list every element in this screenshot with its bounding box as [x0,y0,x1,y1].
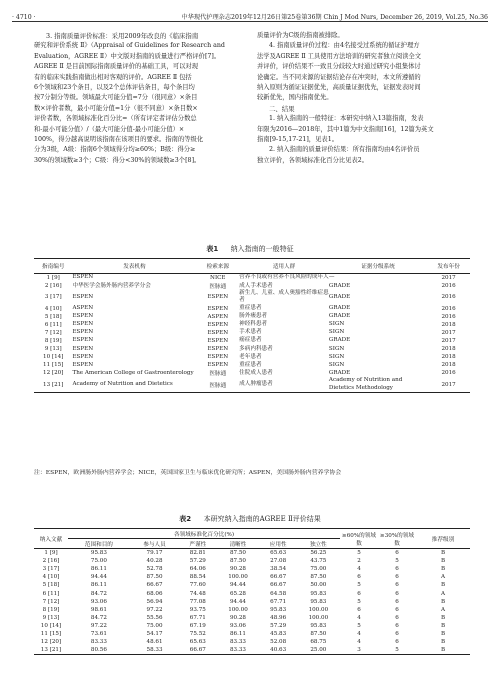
table2-cell: 5 [357,622,361,629]
table2-cell: 84.72 [90,590,107,597]
text-line: 较新优先，国内指南优先。 [257,94,333,102]
table2-cell: 5 [357,598,361,605]
table2-column-header: 参与人员 [130,539,179,549]
table1-cell: 2016 [441,305,456,312]
table1-cell: 2018 [441,354,456,361]
table2-cell: 74.48 [189,590,206,597]
text-line: 年限为2016—2018年，其中1篇为中文指南[16]，12篇为英文 [257,125,434,133]
table2-row [34,589,470,597]
table2-cell: 50.00 [310,582,327,589]
table2-cell: 4 [10] [42,574,60,581]
table2-row [34,598,470,606]
table1-cell: 医脉通 [209,382,227,389]
table2-cell: 6 [395,598,399,605]
text-line: 按7分制分等级。领域最大可能分值=7分（很同意）×条目 [34,94,198,102]
table2-cell: 75.52 [189,630,206,637]
table2-row [34,581,470,589]
table1-row [34,321,470,329]
table1-row [34,337,470,345]
table1-cell: 成人手术患者 [239,282,273,289]
table2-cell: 94.44 [229,598,246,605]
text-line: 法学及AGREE Ⅱ 工具使用方法培训的研究者独立阅读全文 [257,52,422,60]
table1-cell: ASPEN [72,305,94,312]
table1-cell: 11 [15] [43,362,64,369]
table1-cell: SIGN [328,345,345,352]
table2-column-header: 推荐级别 [416,529,470,549]
table1-cell: ESPEN [72,345,94,352]
table1-cell: GRADE [328,337,351,344]
table1-cell: NICE [210,275,226,282]
table1-cell: 7 [12] [44,329,62,336]
table2-cell: 87.50 [229,550,246,557]
table2-cell: 90.28 [229,566,246,573]
table2-cell: 100.00 [308,614,329,621]
table2-cell: 3 [17] [42,566,60,573]
text-line: Evaluation，AGREE Ⅱ）中文版对指南的质量进行严格评价[7]。 [34,52,221,60]
table1-column-header: 适用人群 [239,259,329,274]
table2-cell: B [440,550,446,557]
table2-cell: 5 [18] [42,582,60,589]
table2-cell: 87.50 [229,558,246,565]
table2-column-header: 严谨性 [179,539,216,549]
table1-cell: ESPEN [72,353,94,360]
table2-cell: 94.44 [229,582,246,589]
table2-cell: A [440,606,446,613]
table1-cell: ASPEN [207,313,229,320]
table1-cell: 2017 [441,329,456,336]
table2-cell: 95.83 [310,590,327,597]
table1-cell: Academy of Nutrition and Dietetics [72,381,173,388]
table1-cell: ESPEN [72,293,94,300]
table1-cell: 营养不良或有营养不良风险的成年人 [239,274,329,281]
table2-cell: 9 [13] [42,614,60,621]
table2-cell: 52.08 [270,639,287,646]
table1-row [34,369,470,377]
table2-cell: 87.50 [310,574,327,581]
text-line: 有的临床实践指南做出相对客观的评价。AGREE Ⅱ 包括 [34,73,192,81]
table2-cell: 67.71 [270,598,287,605]
table1-cell: 2 [16] [44,283,62,290]
table2-cell: 67.19 [189,622,206,629]
table2-caption [0,514,500,524]
text-line: 分为3级，A级：指南6个领域得分均≥60%；B级：得分≥ [34,146,196,154]
table2-cell: 64.58 [270,590,287,597]
table2-cell: 80.56 [90,647,107,654]
table2-cell: 6 [395,582,399,589]
table2-cell: 8 [19] [42,606,60,613]
table1-cell: 神经科患者 [239,321,268,328]
text-line: 4. 指南质量评价过程：由4名接受过系统的循证护理方 [269,42,420,50]
table2-cell: 40.28 [146,558,163,565]
table2-cell: B [440,639,446,646]
table1-cell: 中华医学会肠外肠内营养学分会 [72,282,151,289]
table2-cell: 68.06 [146,590,163,597]
table2-cell: 97.22 [146,606,163,613]
text-line: 评价者数，各领域标准化百分比=（所有评定者评估分数总 [34,115,197,123]
table2-cell: B [440,566,446,573]
table2-cell: 94.44 [90,574,107,581]
text-line: 论确定。当不同来源的证据结论存在冲突时，本文所遵循的 [257,73,421,81]
table1-cell: 3 [17] [44,294,62,301]
table2-cell: 83.33 [229,639,246,646]
journal-citation: 中华现代护理杂志2019年12月26日第25卷第36期 Chin J Mod Nurs, December 26, 2019, Vol.25, No.36 [181,14,488,21]
table1-cell: 多病内科患者 [239,345,273,352]
table1-cell: 癌症患者 [239,337,262,344]
table1-cell: ESPEN [207,354,229,361]
table1-row [34,313,470,321]
table2-row [34,622,470,630]
table1-cell: 医脉通 [209,371,227,378]
text-line: 2. 纳入指南的质量评价结果：所有指南均由4名评价员 [269,146,420,154]
table2-cell: 48.61 [146,639,163,646]
table1-cell: 2018 [441,346,456,353]
table2-row [34,565,470,573]
table1-row [34,353,470,361]
table2-cell: 93.06 [90,598,107,605]
table2-row [34,630,470,638]
text-line: 独立评价，各领域标准化百分比见表2。 [257,156,369,164]
table2-cell: 3 [357,647,361,654]
table2-cell: 86.11 [229,630,246,637]
table2-cell: 6 [395,574,399,581]
table1-cell: 8 [19] [44,338,62,345]
table1-cell: ESPEN [207,362,229,369]
table1-cell: 肠外瘘患者 [239,313,268,320]
table1-column-header: 证据分级系统 [329,259,427,274]
table2-cell: 73.61 [90,630,107,637]
table2-cell: 75.00 [146,622,163,629]
table1-row [34,345,470,353]
table1-cell: SIGN [328,321,345,328]
table1-cell: ESPEN [72,313,94,320]
table2-cell: 66.67 [189,647,206,654]
table2-row [34,646,470,655]
table1-footnote: 注：ESPEN，欧洲肠外肠内营养学会；NICE，英国国家卫生与临床优化研究所；ASPEN，美国肠外肠内营养学协会 [34,470,342,476]
table2-cell: 82.81 [189,550,206,557]
table2-cell: 97.22 [90,622,107,629]
table2-row [34,606,470,614]
table2-cell: 65.63 [270,550,287,557]
table1-cell: ESPEN [72,337,94,344]
table1-cell: 12 [20] [43,370,64,377]
text-line: 纳入原则为循证证据优先，高质量证据优先，证据发表时间 [257,84,421,92]
table1-cell: SIGN [328,329,345,336]
table2-cell: 38.54 [270,566,287,573]
text-line: 质量评价为C级的指南被排除。 [257,32,344,39]
table1-cell: GRADE [328,305,351,312]
table2-agree-results [34,528,470,655]
table1-cell: ESPEN [72,274,94,281]
table2-cell: 95.83 [270,606,287,613]
table1-cell: The American College of Gastroenterology [72,369,194,376]
table2-cell: 90.28 [229,614,246,621]
table2-column-header: 应用性 [260,539,297,549]
table2-cell: B [440,614,446,621]
table2-cell: 55.56 [146,614,163,621]
table2-column-header: ≥60%的领域数 [340,529,378,549]
table2-cell: 6 [357,606,361,613]
table2-column-header: 纳入文献 [34,529,68,549]
table1-cell: 2017 [441,338,456,345]
right-text-column [257,31,470,166]
table2-cell: 83.33 [90,639,107,646]
table2-cell: 10 [14] [40,622,62,629]
table2-cell: 87.50 [146,574,163,581]
table2-row [34,573,470,581]
table2-row [34,638,470,646]
table2-cell: 25.00 [310,647,327,654]
table2-cell: 4 [357,614,361,621]
table1-cell: 13 [21] [43,381,64,388]
table2-cell: 83.33 [229,647,246,654]
table2-cell: 7 [12] [42,598,60,605]
table1-row [34,290,470,304]
table2-cell: 6 [395,622,399,629]
table2-cell: 4 [357,639,361,646]
table1-row [34,274,470,283]
table1-cell: ESPEN [72,361,94,368]
text-line: 指南[9-15,17-21]，见表1。 [257,136,339,144]
table2-cell: 5 [395,647,399,654]
table2-cell: 6 [395,566,399,573]
table2-cell: A [440,574,446,581]
text-line: 100%，得分越高说明该指南在该项目的要求。指南的等级化 [34,136,204,144]
header-rule [12,21,488,22]
table2-cell: 88.54 [189,574,206,581]
table2-cell: 6 [395,614,399,621]
section-heading: 3. 指南质量评价标准：采用2009年改良的《临床指南 [46,32,199,40]
table2-cell: 58.33 [146,647,163,654]
left-text-column [34,31,247,166]
text-line: 6个领域和23个条目，以及2个总体评估条目，每个条目均 [34,84,195,92]
table2-cell: 84.72 [90,614,107,621]
table1-cell: ESPEN [72,321,94,328]
table2-cell: 66.67 [270,582,287,589]
table1-row [34,361,470,369]
table2-cell: 6 [357,590,361,597]
table1-cell: 2016 [441,283,456,290]
table1-cell: Academy of Nutrition and Dietetics Methodology [328,377,403,391]
table1-column-header: 发表机构 [72,259,196,274]
table2-cell: 100.00 [228,606,248,613]
text-line: 数×评价者数，最小可能分值=1分（很不同意）×条目数× [34,104,198,112]
table2-cell: 65.63 [189,639,206,646]
table2-cell: 66.67 [270,574,287,581]
table2-cell: 4 [357,566,361,573]
table1-cell: SIGN [328,353,345,360]
table2-cell: 64.06 [189,566,206,573]
table1-cell: ESPEN [207,305,229,312]
table1-cell: 新生儿、儿童、成人奥豁性纤维症患者 [239,290,329,304]
table2-cell: 57.29 [270,622,287,629]
table2-cell: 75.00 [310,566,327,573]
table2-cell: A [440,590,446,597]
table2-cell: B [440,647,446,654]
table2-cell: 12 [20] [40,639,62,646]
table2-cell: 95.83 [90,550,107,557]
table1-cell: SIGN [328,361,345,368]
table2-cell: B [440,598,446,605]
table1-cell: ESPEN [207,294,229,301]
table1-cell: 5 [18] [44,313,62,320]
table2-cell: 2 [357,558,361,565]
running-head [12,9,488,21]
table1-label: 表1 [206,245,219,253]
table2-cell: 2 [16] [42,558,60,565]
table2-cell: 77.08 [189,598,206,605]
table1-cell: — [328,274,335,281]
table2-cell: 6 [395,639,399,646]
table1-row [34,282,470,290]
table2-cell: 79.17 [146,550,163,557]
table2-cell: 1 [9] [44,550,58,557]
table1-cell: ESPEN [207,321,229,328]
table1-cell: 重症患者 [239,361,262,368]
table1-column-header: 发布年份 [427,259,470,274]
table1-cell: 医脉通 [209,284,227,291]
table1-cell: GRADE [328,293,351,300]
table1-cell: 6 [11] [44,321,62,328]
table2-cell: 95.83 [310,622,327,629]
table1-cell: 2016 [441,370,456,377]
table1-cell: ESPEN [207,338,229,345]
table1-cell: ESPEN [72,329,94,336]
table2-cell: 98.61 [90,606,107,613]
table2-cell: 87.50 [310,630,327,637]
table2-row [34,549,470,558]
table1-cell: 住院成人患者 [239,369,273,376]
table2-cell: 11 [15] [40,630,62,637]
text-line: 研究和评价系统 Ⅱ》（Appraisal of Guidelines for Research and [34,42,225,50]
table2-cell: 5 [395,558,399,565]
table2-cell: 5 [357,582,361,589]
table2-cell: 6 [395,630,399,637]
table2-cell: 52.78 [146,566,163,573]
table1-cell: GRADE [328,369,351,376]
table1-general-characteristics [34,258,470,393]
table2-label: 表2 [179,515,192,523]
table1-cell: GRADE [328,282,351,289]
table2-title: 本研究纳入指南的AGREE Ⅱ评价结果 [203,515,321,523]
table1-column-header: 检索来源 [196,259,239,274]
table1-cell: 4 [10] [44,305,62,312]
table2-cell: 56.94 [146,598,163,605]
text-line: 并评价，评价结果不一致且分歧较大时通过研究小组集体讨 [257,63,421,71]
text-line: AGREE Ⅱ 是目前国际指南质量评价的基础工具，可以对现 [34,63,199,71]
table2-cell: 95.83 [310,598,327,605]
table1-caption [0,244,500,254]
table2-cell: 13 [21] [40,647,62,654]
table2-cell: 93.75 [189,606,206,613]
table2-cell: 6 [395,550,399,557]
table2-group-header: 各领域标准化百分比(%) [68,529,340,539]
table1-row [34,377,470,392]
page-number: · 4710 · [12,14,36,21]
table1-cell: 重症患者 [239,305,262,312]
table1-cell: 2018 [441,362,456,369]
table2-cell: 100.00 [228,574,248,581]
table2-cell: 93.06 [229,622,246,629]
table2-cell: 6 [395,590,399,597]
table1-cell: 2016 [441,313,456,320]
table2-cell: 43.75 [310,558,327,565]
table1-column-header: 指南编号 [34,259,72,274]
table2-cell: 67.71 [189,614,206,621]
table1-cell: 10 [14] [43,354,64,361]
table2-cell: 68.75 [310,639,327,646]
table2-cell: 86.11 [90,582,107,589]
table1-cell: 成人肿瘤患者 [239,381,273,388]
table1-cell: 1 [9] [46,275,60,282]
table1-row [34,329,470,337]
table2-cell: 66.67 [146,582,163,589]
table1-cell: 2016 [441,294,456,301]
table2-cell: 75.00 [90,558,107,565]
table2-cell: 56.25 [310,550,327,557]
table1-cell: 2018 [441,321,456,328]
table1-title: 纳入指南的一般特征 [230,245,294,253]
table2-cell: 86.11 [90,566,107,573]
table2-cell: B [440,582,446,589]
table1-cell: 2017 [441,275,456,282]
text-line: 和-最小可能分值）/（最大可能分值-最小可能分值）× [34,125,185,133]
table2-cell: 4 [357,630,361,637]
table2-cell: 6 [11] [42,590,60,597]
table2-cell: B [440,622,446,629]
table1-cell: 手术患者 [239,329,262,336]
table1-row [34,305,470,313]
table1-cell: 老年患者 [239,353,262,360]
table2-cell: 6 [357,574,361,581]
table2-row [34,557,470,565]
table2-cell: 6 [395,606,399,613]
table2-cell: 40.63 [270,647,287,654]
table2-cell: 48.96 [270,614,287,621]
section-heading: 二、结果 [269,104,295,113]
table2-cell: 100.00 [308,606,329,613]
table1-cell: GRADE [328,313,351,320]
table2-cell: B [440,630,446,637]
text-line: 30%的领域数≥3个；C级：得分<30%的领域数≥3个[8]。 [34,156,201,164]
table1-cell: 9 [13] [44,346,62,353]
table2-cell: 5 [357,550,361,557]
table2-cell: 45.83 [270,630,287,637]
table2-column-header: 范围和目的 [68,539,130,549]
table2-column-header: 清晰性 [216,539,259,549]
table2-cell: 77.60 [189,582,206,589]
table2-column-header: ≥30%的领域数 [378,529,416,549]
table1-cell: 2017 [441,381,456,388]
text-line: 1. 纳入指南的一般特征：本研究中纳入13篇指南，发表 [269,115,424,123]
table1-cell: ESPEN [207,346,229,353]
table2-cell: 54.17 [146,630,163,637]
table2-cell: B [440,558,446,565]
table2-row [34,614,470,622]
table2-cell: 57.29 [189,558,206,565]
table1-cell: ESPEN [207,329,229,336]
table2-column-header: 独立性 [297,539,340,549]
table2-cell: 27.08 [270,558,287,565]
table2-cell: 65.28 [229,590,246,597]
